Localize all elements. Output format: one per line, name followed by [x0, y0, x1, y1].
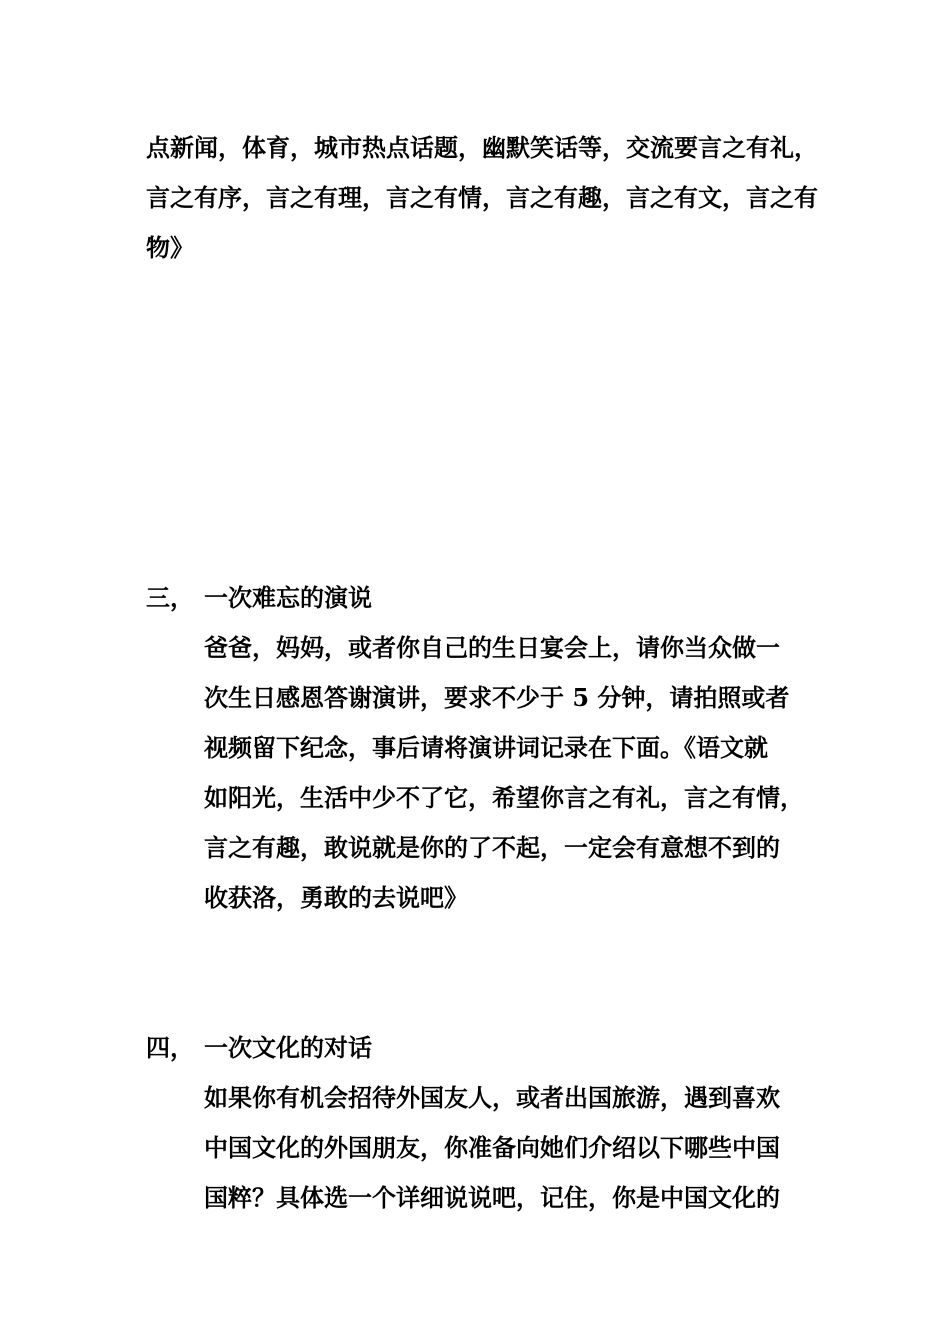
section4-title: 一次文化的对话	[204, 1033, 372, 1062]
section4-number: 四，	[146, 1033, 194, 1062]
section3-line-5: 言之有趣，敢说就是你的了不起，一定会有意想不到的	[204, 833, 780, 862]
section3-line-1: 爸爸，妈妈，或者你自己的生日宴会上，请你当众做一	[204, 633, 780, 662]
section4-line-3: 国粹？具体选一个详细说说吧，记住，你是中国文化的	[204, 1183, 780, 1212]
section3-title: 一次难忘的演说	[204, 583, 372, 612]
section3-line-3: 视频留下纪念，事后请将演讲词记录在下面。《语文就	[204, 733, 768, 762]
intro-line-1: 点新闻，体育，城市热点话题，幽默笑话等，交流要言之有礼，	[146, 133, 818, 162]
section4-line-1: 如果你有机会招待外国友人，或者出国旅游，遇到喜欢	[204, 1083, 780, 1112]
section4-line-2: 中国文化的外国朋友，你准备向她们介绍以下哪些中国	[204, 1133, 780, 1162]
section3-line-4: 如阳光，生活中少不了它，希望你言之有礼，言之有情，	[204, 783, 804, 812]
section3-line-2: 次生日感恩答谢演讲，要求不少于 5 分钟，请拍照或者	[204, 683, 790, 712]
section3-number: 三，	[146, 583, 194, 612]
intro-line-3: 物》	[146, 233, 194, 262]
intro-line-2: 言之有序，言之有理，言之有情，言之有趣，言之有文，言之有	[146, 183, 818, 212]
section3-line-6: 收获洛，勇敢的去说吧》	[204, 883, 468, 912]
